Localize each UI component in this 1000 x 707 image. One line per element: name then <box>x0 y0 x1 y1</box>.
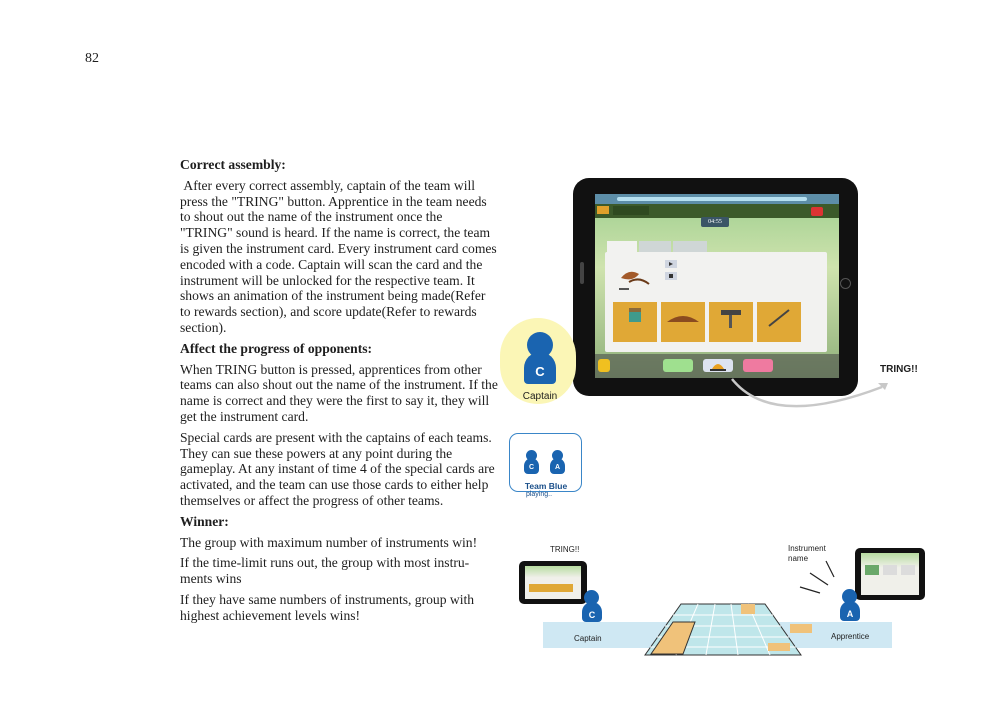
captain-label: Captain <box>522 391 558 402</box>
apprentice-small-label: Apprentice <box>831 632 870 641</box>
card-icon <box>790 624 812 633</box>
apprentice-pawn-icon: A <box>836 589 864 629</box>
captain-small-label: Captain <box>574 634 602 643</box>
page-number: 82 <box>85 51 99 66</box>
heading-affect-progress: Affect the progress of opponents: <box>180 340 373 356</box>
instrument-tile <box>709 302 753 342</box>
tring-small-label: TRING!! <box>550 545 580 554</box>
tab-active <box>607 241 637 252</box>
captain-pawn-icon: C <box>512 332 568 388</box>
paragraph: When TRING button is pressed, apprentices from other teams can also shout out the name of the instrument. If the name is correct and they were the first to say it, they will get the instrument card. <box>180 361 498 424</box>
captain-pawn-icon: C <box>578 590 606 630</box>
instrument-tile <box>661 302 705 342</box>
team-tag <box>613 206 649 215</box>
tring-label: TRING!! <box>880 364 918 375</box>
heading-correct-assembly: Correct assembly: <box>180 157 286 172</box>
team-status: playing.. <box>525 491 553 498</box>
body-text <box>180 157 501 629</box>
team-name: Team Blue <box>524 481 568 491</box>
special-card-button <box>743 359 773 372</box>
small-tablet-icon <box>855 548 925 600</box>
paragraph: Special cards are present with the captains of each teams. They can sue these powers at any point during the gameplay. At any instant of time 4 of the special cards are activated, and the team can use those cards to either help themselves or affect the progress of other teams. <box>180 429 495 508</box>
time-progress-bar <box>617 197 807 201</box>
tring-button <box>703 359 733 372</box>
scan-button <box>663 359 693 372</box>
card-icon <box>768 643 790 651</box>
captain-pawn-icon: C <box>524 458 539 474</box>
tablet-illustration <box>573 178 858 396</box>
gear-icon <box>598 359 610 372</box>
paragraph: The group with maximum number of instruments win! <box>180 534 478 550</box>
ribbon-icon <box>597 206 609 214</box>
close-icon <box>811 207 823 216</box>
instrument-tile <box>757 302 801 342</box>
game-screen <box>595 194 839 378</box>
tab-item <box>639 241 671 252</box>
paragraph: After every correct assembly, captain of the team will press the "TRING" button. Apprentice in the team needs to shout out the name of the instrument once the "TRING" sound is heard. If the name is correct, the team is given the instrument card. Every instrument card comes encoded with a code. Captain will scan the card and the instrument will be unlocked for the respective team. It shows an animation of the instrument being made(Refer to rewards section), and score update(Refer to rewards section). <box>180 177 501 335</box>
tablet-home-button <box>840 278 851 289</box>
shout-lines-icon <box>796 555 840 601</box>
paragraph: If they have same numbers of instruments, group with highest achievement levels wins! <box>180 591 475 623</box>
instrument-tile <box>613 302 657 342</box>
tablet-camera <box>580 262 584 284</box>
heading-winner: Winner: <box>180 513 229 529</box>
curved-arrow-icon <box>720 375 900 425</box>
tab-item <box>673 241 707 252</box>
paragraph: If the time-limit runs out, the group with most instru-ments wins <box>180 555 470 587</box>
game-timer: 04:55 <box>701 217 729 227</box>
small-tablet-icon <box>519 561 587 604</box>
apprentice-pawn-icon: A <box>550 458 565 474</box>
instrument-name-label: Instrument name <box>788 544 826 563</box>
